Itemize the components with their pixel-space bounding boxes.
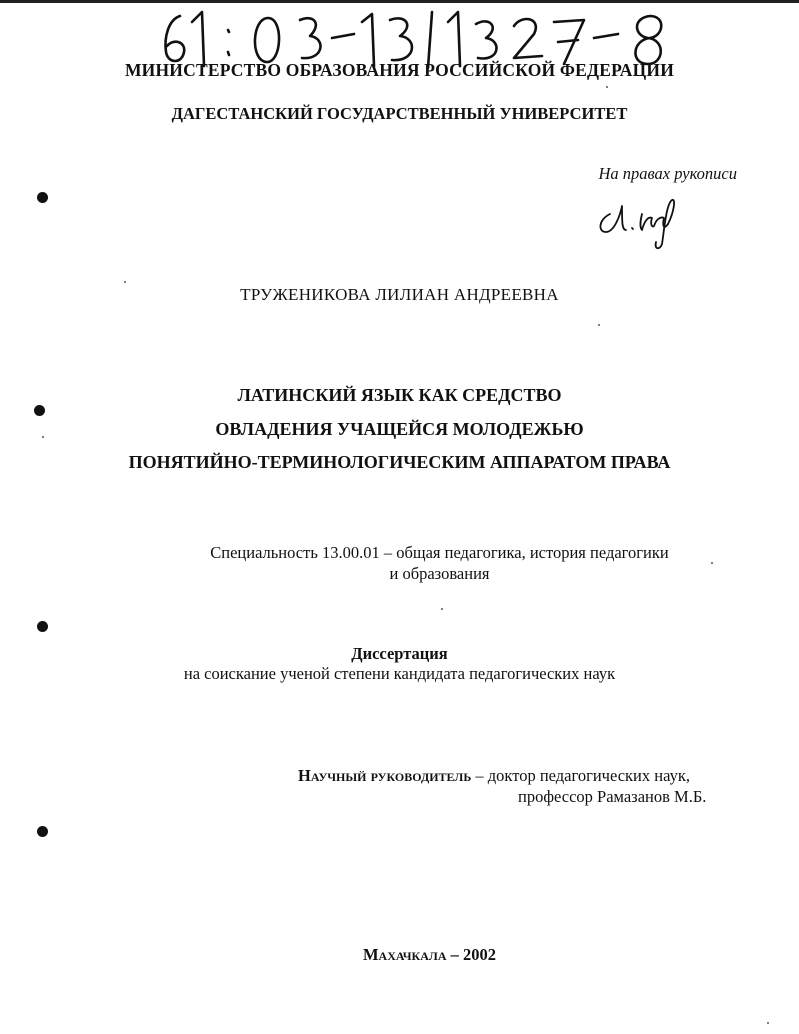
dissertation-label: Диссертация <box>351 644 448 663</box>
degree-statement: на соискание ученой степени кандидата педагогических наук <box>183 664 616 683</box>
scan-top-edge <box>0 0 799 3</box>
specialty-line-2: и образования <box>389 564 490 583</box>
scan-speck <box>124 281 126 283</box>
supervisor-label: Научный руководитель <box>298 766 472 785</box>
city-year: Махачкала – 2002 <box>362 945 497 964</box>
dissertation-title-line-3: ПОНЯТИЙНО-ТЕРМИНОЛОГИЧЕСКИМ АППАРАТОМ ПРАВА <box>128 452 671 472</box>
author-name: ТРУЖЕНИКОВА ЛИЛИАН АНДРЕЕВНА <box>240 285 559 304</box>
dissertation-title-line-2: ОВЛАДЕНИЯ УЧАЩЕЙСЯ МОЛОДЕЖЬЮ <box>215 419 584 439</box>
scan-speck <box>441 608 443 610</box>
supervisor-name: профессор Рамазанов М.Б. <box>518 787 707 806</box>
specialty-line-1: Специальность 13.00.01 – общая педагогика, история педагогики <box>210 543 669 562</box>
scan-speck <box>42 436 44 438</box>
ministry-heading: МИНИСТЕРСТВО ОБРАЗОВАНИЯ РОССИЙСКОЙ ФЕДЕРАЦИИ <box>124 60 675 80</box>
supervisor-line <box>298 766 690 786</box>
punch-hole-1 <box>37 192 48 203</box>
manuscript-note: На правах рукописи <box>598 164 737 183</box>
punch-hole-3 <box>37 621 48 632</box>
dissertation-title-line-1: ЛАТИНСКИЙ ЯЗЫК КАК СРЕДСТВО <box>237 385 562 405</box>
supervisor-degree: – доктор педагогических наук, <box>471 766 690 785</box>
punch-hole-4 <box>37 826 48 837</box>
scan-speck <box>598 324 600 326</box>
punch-hole-2 <box>34 405 45 416</box>
author-signature <box>592 192 692 252</box>
scan-speck <box>767 1022 769 1024</box>
scan-speck <box>711 562 713 564</box>
university-heading: ДАГЕСТАНСКИЙ ГОСУДАРСТВЕННЫЙ УНИВЕРСИТЕТ <box>171 104 628 123</box>
scan-speck <box>606 86 608 88</box>
